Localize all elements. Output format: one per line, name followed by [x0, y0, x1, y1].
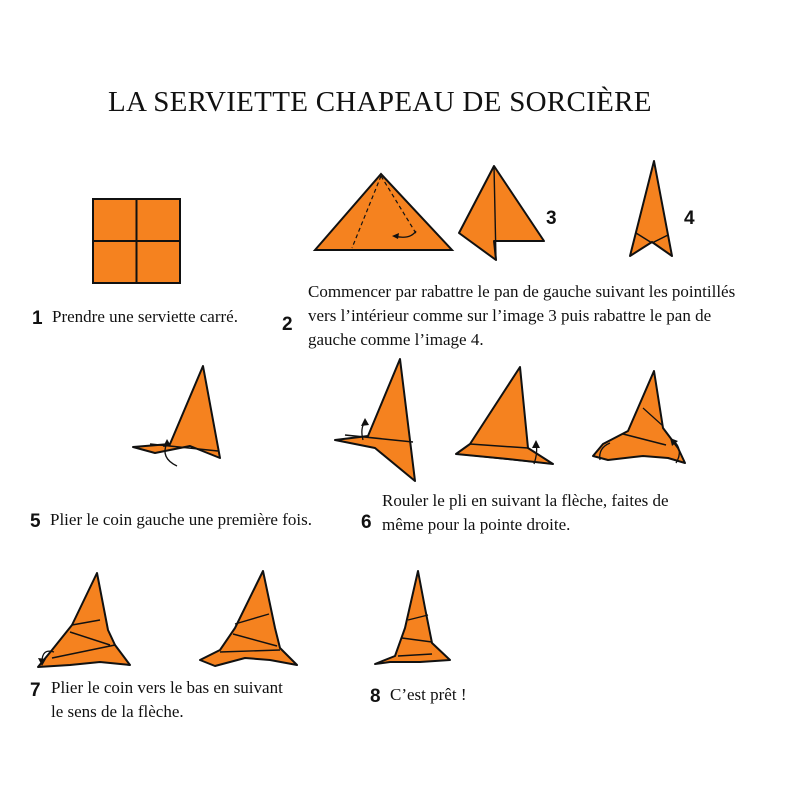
- step-8-text: [390, 683, 466, 707]
- step-number-1: 1: [32, 308, 43, 329]
- step-number-5: 5: [30, 511, 41, 532]
- witch-hat-icon-b: [195, 568, 305, 673]
- step-2-line: vers l’intérieur comme sur l’image 3 puis rabattre le pan de: [308, 306, 712, 325]
- fold-point-icon: [627, 158, 677, 260]
- step-number-2: 2: [282, 314, 293, 335]
- step-2-line: gauche comme l’image 4.: [308, 330, 484, 349]
- triangle-fold-icon: [312, 170, 457, 255]
- witch-hat-icon: [370, 568, 460, 670]
- step-7-line: le sens de la flèche.: [51, 702, 184, 721]
- page-title: LA SERVIETTE CHAPEAU DE SORCIÈRE: [108, 86, 652, 118]
- fold-left-icon: [456, 163, 546, 263]
- step-number-6: 6: [361, 512, 372, 533]
- step-5-text: [50, 508, 312, 532]
- roll-fold-icon-b: [448, 364, 563, 469]
- step-2-text: [308, 280, 735, 352]
- step-2-line: Commencer par rabattre le pan de gauche suivant les pointillés: [308, 282, 736, 301]
- step-6-line: même pour la pointe droite.: [382, 515, 571, 534]
- step-5-line: Plier le coin gauche une première fois.: [50, 510, 312, 529]
- figure-number-4: 4: [684, 208, 695, 229]
- roll-fold-icon-c: [588, 368, 698, 468]
- step-7-line: Plier le coin vers le bas en suivant: [51, 678, 283, 697]
- step-7-text: [51, 676, 283, 724]
- step-6-line: Rouler le pli en suivant la flèche, faites de: [382, 491, 669, 510]
- step-number-8: 8: [370, 686, 381, 707]
- step-1-line: Prendre une serviette carré.: [52, 307, 238, 326]
- step-6-text: [382, 489, 669, 537]
- step-number-7: 7: [30, 680, 41, 701]
- witch-hat-icon-a: [30, 570, 135, 675]
- step-1-text: [52, 305, 238, 329]
- square-napkin-icon: [90, 196, 185, 286]
- roll-fold-icon-a: [330, 356, 420, 486]
- figure-number-3: 3: [546, 208, 557, 229]
- step-8-line: C’est prêt !: [390, 685, 467, 704]
- fold-corner-icon: [130, 363, 225, 493]
